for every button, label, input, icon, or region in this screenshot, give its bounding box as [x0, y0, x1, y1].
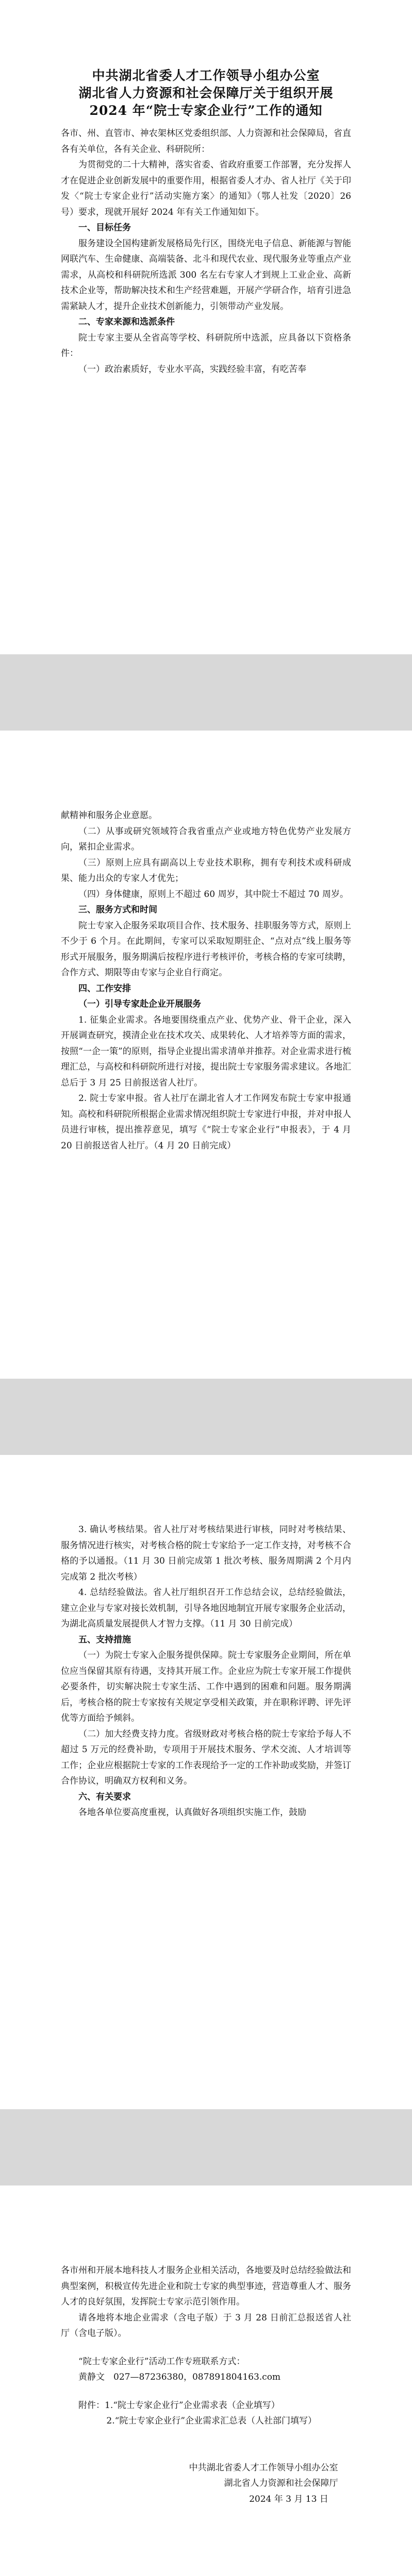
- section-heading-arrangement: 四、工作安排: [78, 983, 131, 994]
- salutation: 各市、州、直管市、神农架林区党委组织部、人力资源和社会保障局，省直各有关单位，各有关企业、科研院所：: [61, 128, 351, 155]
- arrangement-subheading-1: （一）引导专家赴企业开展服务: [78, 999, 201, 1009]
- notice-title-line-3: 2024 年“院士专家企业行”工作的通知: [89, 103, 323, 118]
- attachment-1: 附件：1.“院士专家企业行”企业需求表（企业填写）: [78, 2400, 280, 2411]
- document-page-4: [0, 2185, 412, 2576]
- signature-org-2: 湖北省人力资源和社会保障厅: [224, 2478, 338, 2488]
- experts-condition-4: （四）身体健康，原则上不超过 60 周岁，其中院士不超过 70 周岁。: [78, 889, 349, 900]
- document-page-3: [0, 1455, 412, 2109]
- arrangement-step-1: 1. 征集企业需求。各地要围绕重点产业、优势产业、骨干企业，深入开展调查研究，摸清企业在技术攻关、成果转化、人才培养等方面的需求，按照“一企一策”的原则，指导企业提出需求清单并推荐。对企业需求进行梳理汇总，与高校和科研院所进行对接，提出院士专家服务需求建议。各地汇总后于 3 月 25 日前报送省人社厅。: [61, 1014, 351, 1088]
- experts-paragraph: 院士专家主要从全省高等学校、科研院所中选派，应具备以下资格条件：: [61, 332, 351, 359]
- goals-paragraph: 服务建设全国构建新发展格局先行区，围绕光电子信息、新能源与智能网联汽车、生命健康、高端装备、北斗和现代农业、现代服务业等重点产业需求，从高校和科研院所选派 300 名左右专家人才到规上工业企业、高新技术企业等，帮助解决技术和生产经营难题，开展产学研合作，培育引进急需紧缺人才，提升企业技术创新能力，引领带动产业发展。: [61, 238, 351, 312]
- notice-title-line-2: 湖北省人力资源和社会保障厅关于组织开展: [78, 86, 334, 100]
- document-page-2: [0, 731, 412, 1379]
- attachment-2: 2.“院士专家企业行”企业需求汇总表（人社部门填写）: [106, 2416, 317, 2426]
- notice-title-line-1: 中共湖北省委人才工作领导小组办公室: [92, 68, 320, 83]
- assessment-step-3: 3. 确认考核结果。省人社厅对考核结果进行审核，同时对考核结果、服务情况进行核实，对考核合格的院士专家给予一定工作支持，对考核不合格的予以通报。（11 月 30 日前完成第 1 批次考核、服务周期满 2 个月内完成第 2 批次考核）: [61, 1524, 351, 1582]
- notice-title: [61, 67, 351, 120]
- intro-paragraph: 为贯彻党的二十大精神，落实省委、省政府重要工作部署，充分发挥人才在促进企业创新发展中的重要作用，根据省委人才办、省人社厅《关于印发〈“院士专家企业行”活动实施方案〉的通知》（鄂人社发〔2020〕26 号）要求，现就开展好 2024 年有关工作通知如下。: [61, 160, 351, 217]
- section-heading-support: 五、支持措施: [78, 1634, 131, 1645]
- requirements-paragraph: 各地各单位要高度重视，认真做好各项组织实施工作，鼓励: [78, 1807, 306, 1818]
- section-heading-experts: 二、专家来源和选派条件: [78, 317, 175, 327]
- section-heading-requirements: 六、有关要求: [78, 1791, 131, 1802]
- document-page-1: [0, 0, 412, 654]
- experts-condition-3: （三）原则上应具有副高以上专业技术职称，拥有专利技术或科研成果、能力出众的专家人才优先；: [61, 857, 351, 884]
- contact-title: “院士专家企业行”活动工作专班联系方式：: [78, 2356, 245, 2367]
- experts-condition-2: （二）从事或研究领域符合我省重点产业或地方特色优势产业发展方向，紧扣企业需求。: [61, 826, 351, 852]
- contact-person: 黄静文 027—87236380，087891804163.com: [78, 2372, 281, 2382]
- support-paragraph-2: （二）加大经费支持力度。省级财政对考核合格的院士专家给予每人不超过 5 万元的经费补助，专项用于开展技术服务、学术交流、人才培训等工作；企业应根据院士专家的工作表现给予一定的工作补助或奖励，并签订合作协议，明确双方权利和义务。: [61, 1728, 351, 1786]
- assessment-step-4: 4. 总结经验做法。省人社厅组织召开工作总结会议，总结经验做法，建立企业与专家对接长效机制，引导各地因地制宜开展专家服务企业活动，为湖北高质量发展提供人才智力支撑。（11 月 30 日前完成）: [61, 1587, 351, 1629]
- continued-text: 献精神和服务企业意愿。: [61, 810, 157, 821]
- spacer: [61, 2342, 351, 2354]
- service-paragraph: 院士专家入企服务采取项目合作、技术服务、挂职服务等方式，原则上不少于 6 个月。在此期间，专家可以采取短期驻企、“点对点”线上服务等形式开展服务，服务期满后按程序进行考核评价，考核合格的专家可续聘，合作方式、期限等由专家与企业自行商定。: [61, 920, 351, 978]
- spacer: [61, 2429, 351, 2460]
- spacer: [61, 2385, 351, 2398]
- submission-paragraph: 请各地将本地企业需求（含电子版）于 3 月 28 日前汇总报送省人社厅（含电子版）。: [61, 2312, 351, 2338]
- section-heading-service: 三、服务方式和时间: [78, 905, 157, 915]
- experts-condition-1: （一）政治素质好，专业水平高，实践经验丰富，有吃苦奉: [78, 364, 306, 375]
- requirements-continued: 各市州和开展本地科技人才服务企业相关活动，各地要及时总结经验做法和典型案例，积极宣传先进企业和院士专家的典型事迹，营造尊重人才、服务人才的良好氛围，发挥院士专家示范引领作用。: [61, 2265, 351, 2307]
- section-heading-goals: 一、目标任务: [78, 223, 131, 233]
- support-paragraph-1: （一）为院士专家入企服务提供保障。院士专家服务企业期间，所在单位应当保留其原有待遇，支持其开展工作。企业应为院士专家开展工作提供必要条件，切实解决院士专家生活、工作中遇到的困难和问题。服务期满后，考核合格的院士专家按有关规定享受相关政策，并在职称评聘、评先评优等方面给予倾斜。: [61, 1650, 351, 1723]
- arrangement-step-2: 2. 院士专家申报。省人社厅在湖北省人才工作网发布院士专家申报通知。高校和科研院所根据企业需求情况组织院士专家进行申报，并对申报人员进行审核，提出推荐意见，填写《“院士专家企业行”申报表》，于 4 月 20 日前报送省人社厅。（4 月 20 日前完成）: [61, 1093, 351, 1151]
- signature-date: 2024 年 3 月 13 日: [249, 2494, 328, 2504]
- signature-org-1: 中共湖北省委人才工作领导小组办公室: [189, 2462, 338, 2473]
